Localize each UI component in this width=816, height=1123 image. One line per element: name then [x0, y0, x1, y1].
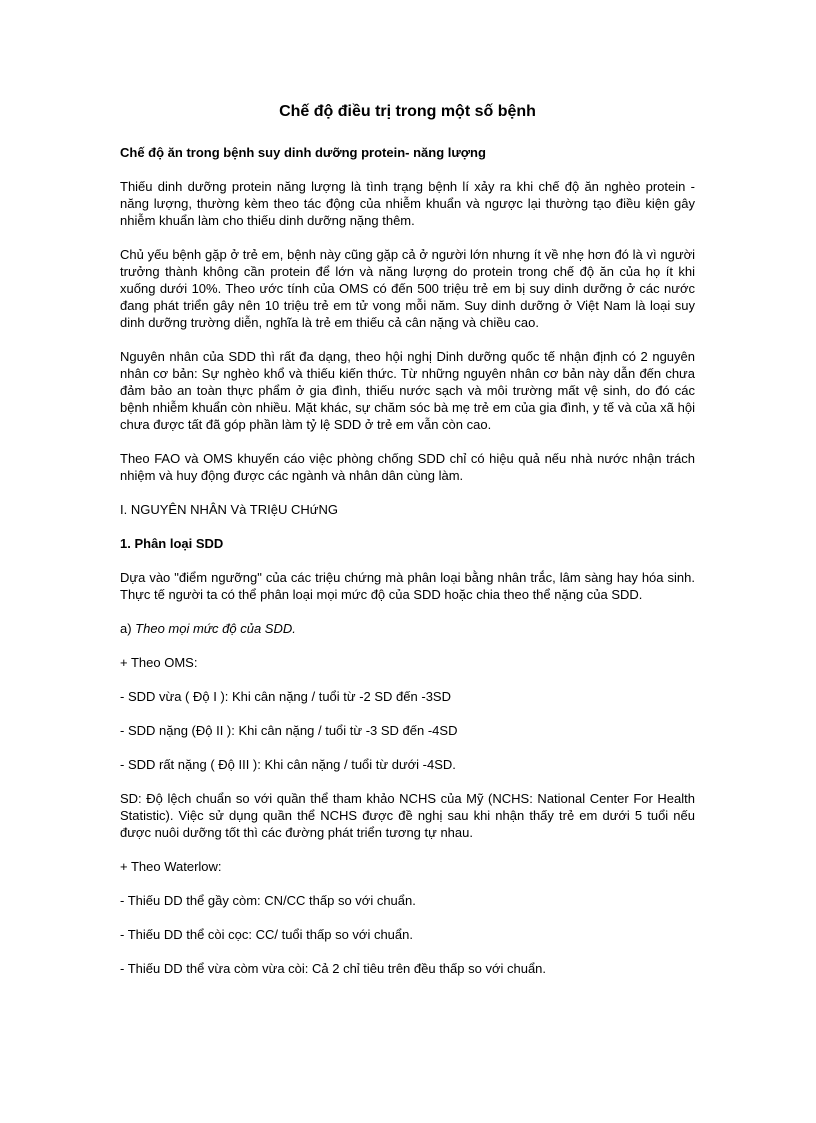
oms-heading: + Theo OMS:	[120, 655, 198, 670]
list-item-a-prefix: a)	[120, 621, 136, 636]
document-subtitle: Chế độ ăn trong bệnh suy dinh dưỡng protein- năng lượng	[120, 145, 486, 160]
section-heading: I. NGUYÊN NHÂN Và TRIệU CHứNG	[120, 502, 338, 517]
subsection-heading: 1. Phân loại SDD	[120, 536, 224, 551]
paragraph-sd-note: SD: Độ lệch chuẩn so với quần thể tham khảo NCHS của Mỹ (NCHS: National Center For Health Statistic). Việc sử dụng quần thể NCHS được đề nghị sau khi nhận thấy trẻ em dưới 5 tuổi nếu được nuôi dưỡng tốt thì các đường phát triển tương tự nhau.	[120, 791, 695, 840]
paragraph-causes: Nguyên nhân của SDD thì rất đa dạng, theo hội nghị Dinh dưỡng quốc tế nhận định có 2 nguyên nhân cơ bản: Sự nghèo khổ và thiếu kiến thức. Từ những nguyên nhân cơ bản này dẫn đến chưa đảm bảo an toàn thực phẩm ở gia đình, thiếu nước sạch và môi trường mất vệ sinh, do đó các bệnh nhiễm khuẩn còn nhiều. Mặt khác, sự chăm sóc bà mẹ trẻ em của gia đình, y tế và của xã hội chưa được tất đã góp phần làm tỷ lệ SDD ở trẻ em vẫn còn cao.	[120, 349, 695, 432]
waterlow-item-3: - Thiếu DD thể vừa còm vừa còi: Cả 2 chỉ tiêu trên đều thấp so với chuẩn.	[120, 961, 547, 976]
paragraph-recommendation: Theo FAO và OMS khuyến cáo việc phòng chống SDD chỉ có hiệu quả nếu nhà nước nhận trách nhiệm và huy động được các ngành và nhân dân cùng làm.	[120, 451, 695, 483]
paragraph-classification: Dựa vào "điểm ngưỡng" của các triệu chứng mà phân loại bằng nhân trắc, lâm sàng hay hóa sinh. Thực tế người ta có thể phân loại mọi mức độ của SDD hoặc chia theo thể nặng của SDD.	[120, 570, 695, 602]
waterlow-item-2: - Thiếu DD thể còi cọc: CC/ tuổi thấp so với chuẩn.	[120, 927, 413, 942]
waterlow-heading: + Theo Waterlow:	[120, 859, 222, 874]
document-title: Chế độ điều trị trong một số bệnh	[279, 103, 536, 120]
list-item-a-text: Theo mọi mức độ của SDD.	[135, 621, 296, 636]
oms-item-1: - SDD vừa ( Độ I ): Khi cân nặng / tuổi từ -2 SD đến -3SD	[120, 689, 451, 704]
list-item-a	[120, 620, 695, 637]
paragraph-prevalence: Chủ yếu bệnh gặp ở trẻ em, bệnh này cũng gặp cả ở người lớn nhưng ít về nhẹ hơn đó là vì người trưởng thành không cần protein để lớn và năng lượng do protein trong chế độ ăn của họ ít khi xuống dưới 10%. Theo ước tính của OMS có đến 500 triệu trẻ em bị suy dinh dưỡng ở các nước đang phát triển gây nên 10 triệu trẻ em tử vong mỗi năm. Suy dinh dưỡng ở Việt Nam là loại suy dinh dưỡng trường diễn, nghĩa là trẻ em thiếu cả cân nặng và chiều cao.	[120, 247, 695, 330]
oms-item-2: - SDD nặng (Độ II ): Khi cân nặng / tuổi từ -3 SD đến -4SD	[120, 723, 458, 738]
waterlow-item-1: - Thiếu DD thể gầy còm: CN/CC thấp so với chuẩn.	[120, 893, 416, 908]
oms-item-3: - SDD rất nặng ( Độ III ): Khi cân nặng / tuổi từ dưới -4SD.	[120, 757, 456, 772]
paragraph-definition: Thiếu dinh dưỡng protein năng lượng là tình trạng bệnh lí xảy ra khi chế độ ăn nghèo protein - năng lượng, thường kèm theo tác động của nhiễm khuẩn và ngược lại thường tạo điều kiện gây nhiễm khuẩn làm cho thiếu dinh dưỡng nặng thêm.	[120, 179, 695, 228]
